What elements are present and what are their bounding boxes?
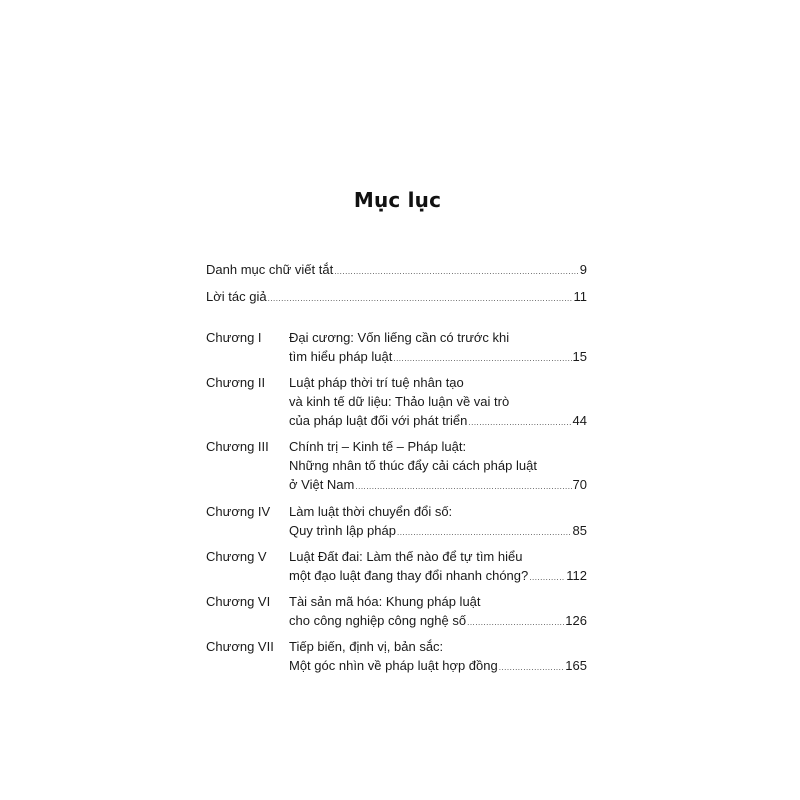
chapter-title-line: Tài sản mã hóa: Khung pháp luật [289,594,481,609]
chapter-title-last-line [289,613,587,631]
chapter-title-line: của pháp luật đối với phát triển [289,413,468,428]
chapter-title-line: Làm luật thời chuyển đổi số: [289,504,453,519]
chapter-title-last-line [289,349,587,367]
toc-page-number: 112 [566,568,587,583]
toc-entry-text: Lời tác giả [206,289,267,304]
chapter-label: Chương VII [206,639,274,654]
chapter-title-last-line [289,477,587,495]
toc-page-number: 15 [572,349,587,364]
toc-page-number: 11 [573,289,587,304]
toc-page-number: 70 [572,477,587,492]
chapter-title-line: Tiếp biến, định vị, bản sắc: [289,639,444,654]
chapter-title-last-line [289,413,587,431]
toc-entry-preface [206,289,587,307]
chapter-label: Chương IV [206,504,271,519]
chapter-title-line: ở Việt Nam [289,477,355,492]
toc-page-number: 126 [565,613,587,628]
leader-dots [397,525,572,541]
toc-page-number: 44 [572,413,587,428]
chapter-title-line: tìm hiểu pháp luật [289,349,393,364]
toc-entry-text: Danh mục chữ viết tắt [206,262,334,277]
chapter-title-line: Đại cương: Vốn liếng cần có trước khi [289,330,510,345]
leader-dots [499,660,565,676]
chapter-title-line: một đạo luật đang thay đổi nhanh chóng? [289,568,529,583]
toc-entry-abbreviations [206,262,587,280]
leader-dots [529,570,565,586]
chapter-title-line: và kinh tế dữ liệu: Thảo luận về vai trò [289,394,510,409]
chapter-title-line: Luật pháp thời trí tuệ nhân tạo [289,375,464,390]
leader-dots [468,415,571,431]
toc-page-number: 165 [565,658,587,673]
chapter-title-line: Chính trị – Kinh tế – Pháp luật: [289,439,467,454]
chapter-label: Chương III [206,439,269,454]
chapter-title-line: cho công nghiệp công nghệ số [289,613,467,628]
leader-dots [467,615,564,631]
leader-dots [355,479,571,495]
chapter-title-last-line [289,658,587,676]
chapter-title-line: Quy trình lập pháp [289,523,396,538]
chapter-title-line: Một góc nhìn về pháp luật hợp đồng [289,658,498,673]
leader-dots [268,291,573,307]
toc-page-number: 85 [572,523,587,538]
chapter-title-line: Luật Đất đai: Làm thế nào để tự tìm hiểu [289,549,523,564]
page-title: Mục lục [353,188,442,212]
leader-dots [334,264,579,280]
chapter-title-line: Những nhân tố thúc đẩy cải cách pháp luật [289,458,537,473]
chapter-label: Chương V [206,549,267,564]
leader-dots [393,351,571,367]
chapter-label: Chương VI [206,594,271,609]
chapter-title-last-line [289,568,587,586]
chapter-label: Chương I [206,330,262,345]
toc-page-number: 9 [579,262,587,277]
chapter-title-last-line [289,523,587,541]
chapter-label: Chương II [206,375,266,390]
